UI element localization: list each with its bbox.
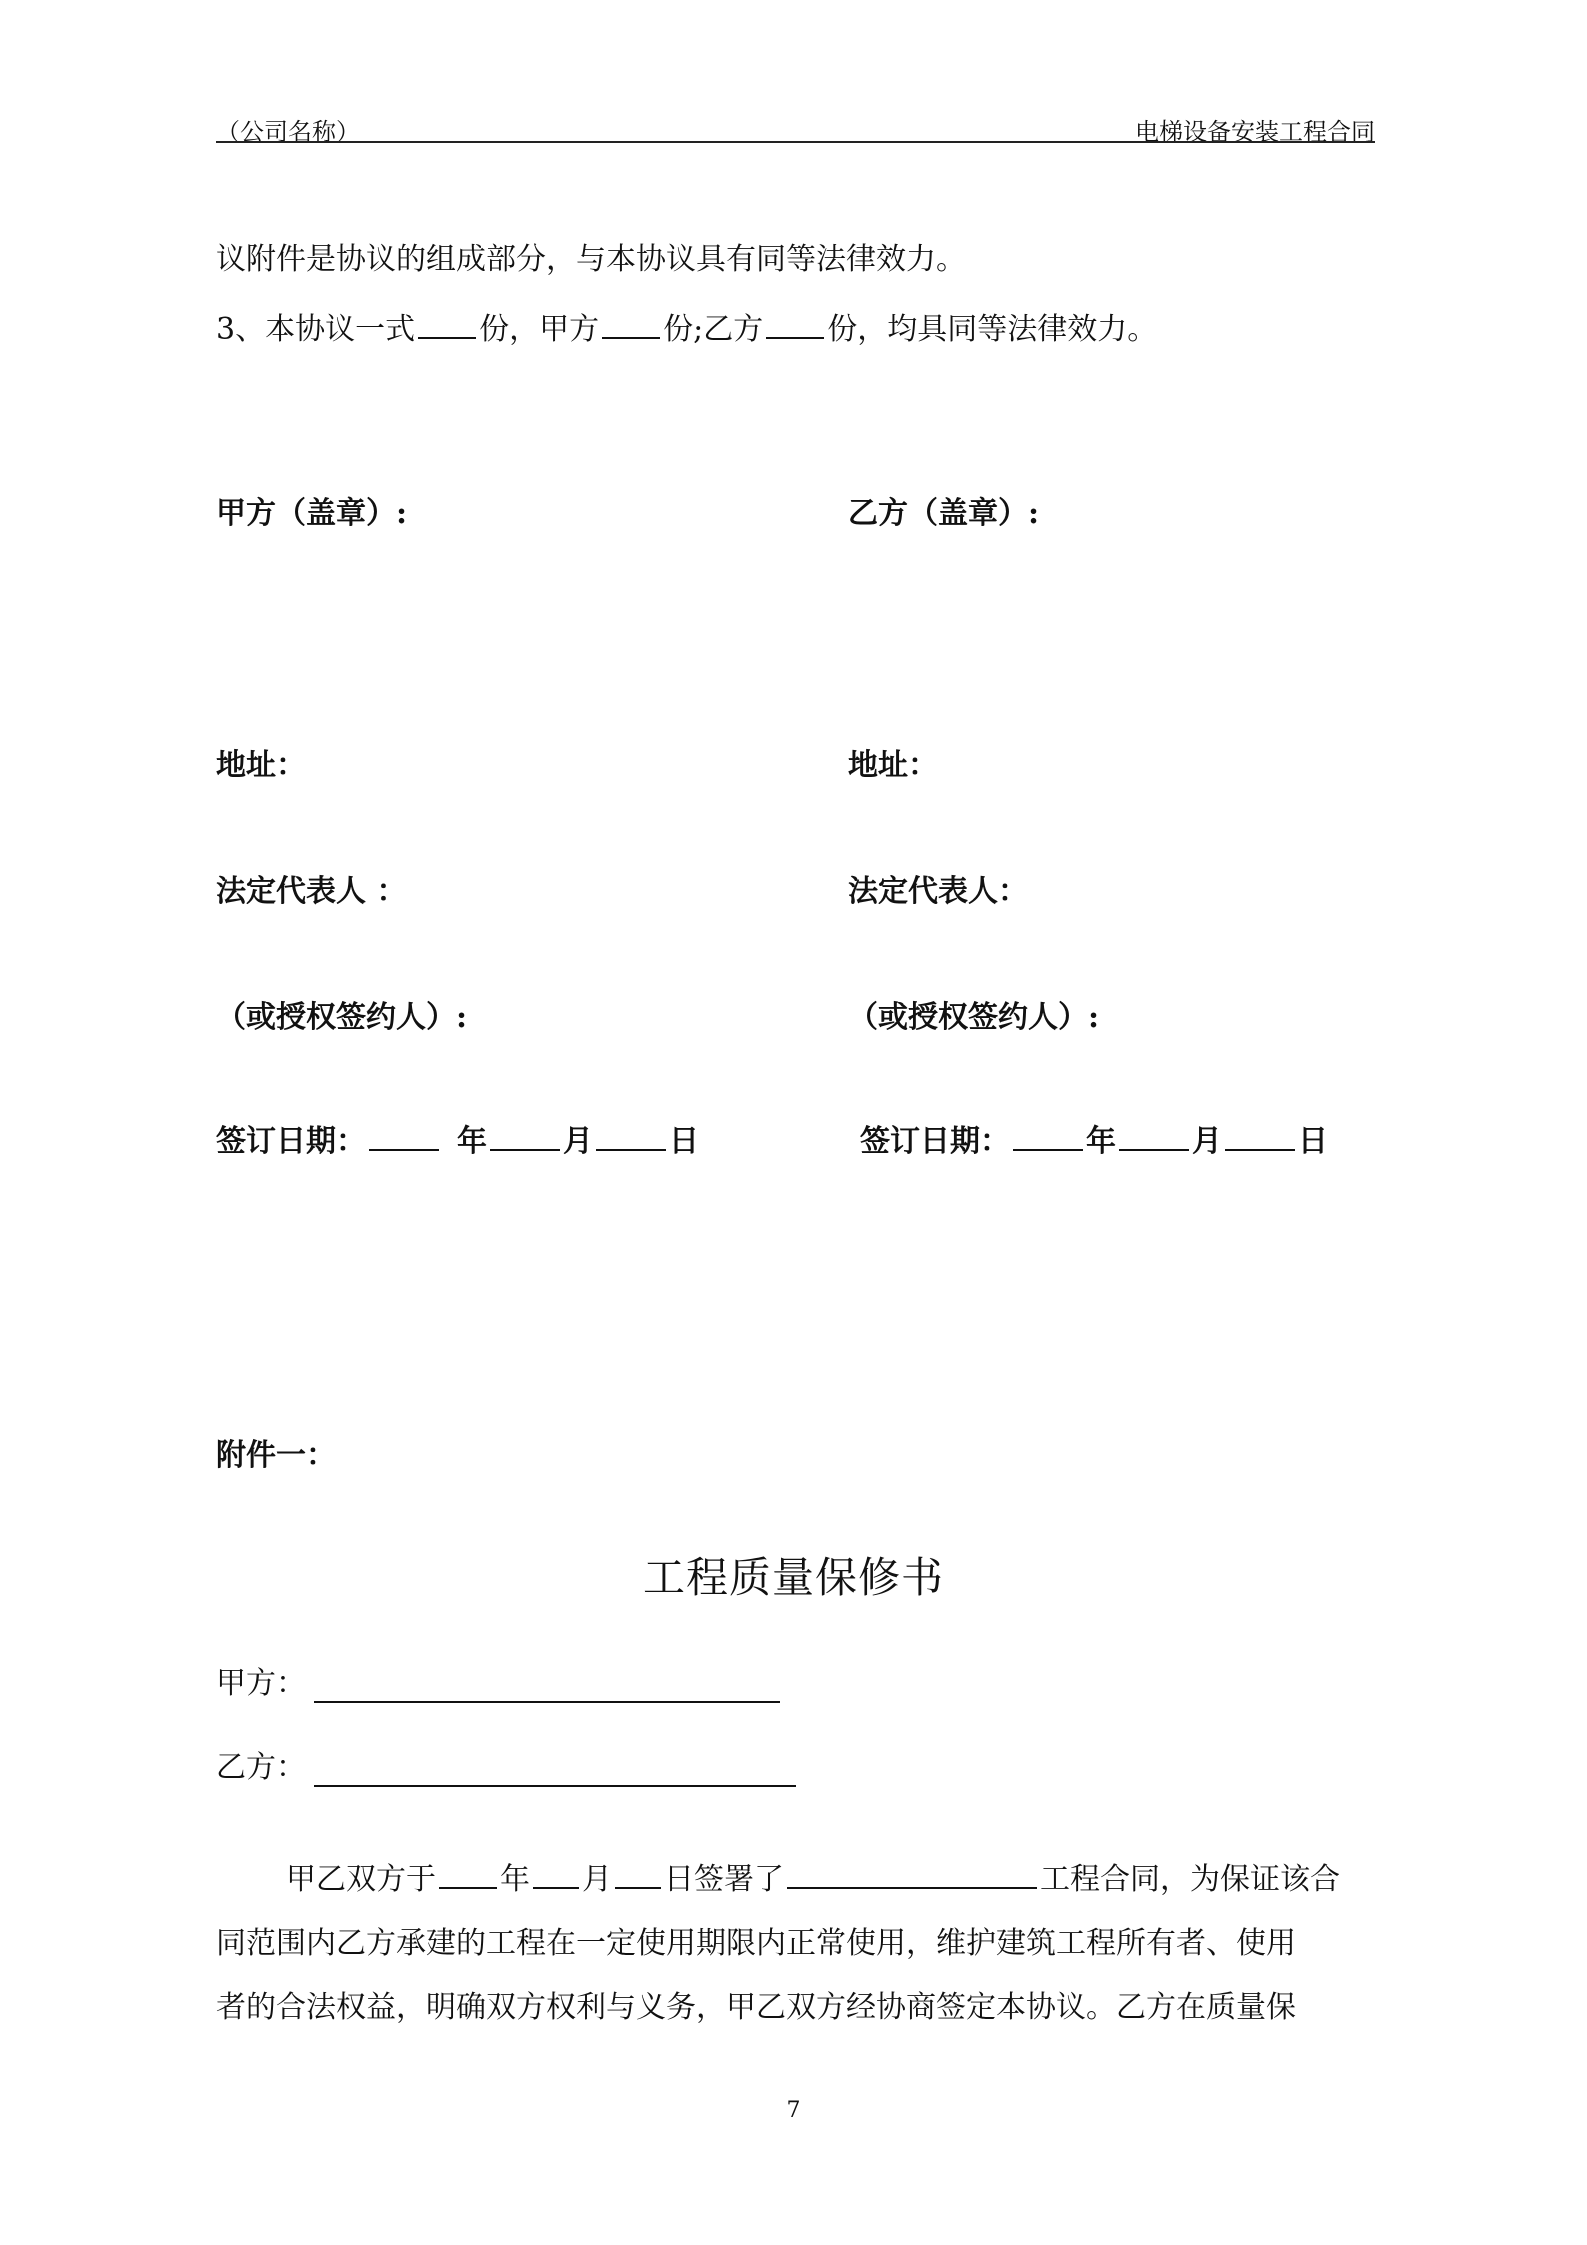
sign-date-label: 签订日期： [216,1124,366,1159]
warranty-text-a: 甲乙双方于 [286,1862,436,1897]
year-label: 年 [1086,1124,1116,1159]
blank-year [1013,1123,1083,1151]
party-a-legal-rep-label: 法定代表人 ： [216,874,407,909]
attachment-party-b-label: 乙方： [216,1750,306,1785]
party-a-address-label: 地址： [216,748,306,783]
party-a-authorized-label: （或授权签约人）: [216,1000,468,1035]
blank-total-copies [418,311,476,339]
header-rule [216,141,1375,143]
blank-sign-day [615,1861,661,1889]
attachment-label: 附件一： [216,1438,336,1473]
party-a-sign-date [216,1122,699,1162]
party-b-legal-rep-label: 法定代表人： [848,874,1028,909]
clause-3-text-b: 份，甲方 [479,312,600,347]
page-number: 7 [786,2098,801,2123]
clause-3-text-a: 3、本协议一式 [216,312,416,347]
year-label: 年 [457,1124,487,1159]
clause-3 [216,310,1157,350]
party-a-seal-label: 甲方（盖章）: [216,496,408,531]
blank-sign-year [439,1861,497,1889]
sign-date-label: 签订日期： [860,1124,1010,1159]
warranty-text-d: 日签署了 [664,1862,784,1897]
clause-3-text-c: 份;乙方 [663,312,764,347]
day-label: 日 [669,1124,699,1159]
party-b-seal-label: 乙方（盖章）: [848,496,1040,531]
warranty-text-c: 月 [582,1862,612,1897]
attachment-title: 工程质量保修书 [642,1553,944,1602]
party-b-address-label: 地址： [848,748,938,783]
party-b-sign-date [860,1122,1328,1162]
blank-party-b-copies [766,311,824,339]
warranty-text-e: 工程合同，为保证该合 [1040,1862,1340,1897]
attachment-party-a-label: 甲方： [216,1666,306,1701]
blank-year [369,1123,439,1151]
header-document-title: 电梯设备安装工程合同 [1135,118,1375,146]
day-label: 日 [1298,1124,1328,1159]
warranty-paragraph-line-1 [286,1860,1340,1900]
month-label: 月 [1192,1124,1222,1159]
blank-month [490,1123,560,1151]
header-company-name: （公司名称） [216,118,360,146]
warranty-text-b: 年 [500,1862,530,1897]
blank-project-name [787,1861,1037,1889]
blank-party-a-copies [602,311,660,339]
blank-day [596,1123,666,1151]
party-b-name-blank [314,1785,796,1787]
body-line-continued: 议附件是协议的组成部分，与本协议具有同等法律效力。 [216,242,966,277]
party-b-authorized-label: （或授权签约人）: [848,1000,1100,1035]
clause-3-text-d: 份，均具同等法律效力。 [827,312,1158,347]
warranty-paragraph-line-3: 者的合法权益，明确双方权利与义务，甲乙双方经协商签定本协议。乙方在质量保 [216,1990,1296,2025]
month-label: 月 [563,1124,593,1159]
blank-sign-month [533,1861,579,1889]
blank-day [1225,1123,1295,1151]
blank-month [1119,1123,1189,1151]
warranty-paragraph-line-2: 同范围内乙方承建的工程在一定使用期限内正常使用，维护建筑工程所有者、使用 [216,1926,1296,1961]
party-a-name-blank [314,1701,780,1703]
